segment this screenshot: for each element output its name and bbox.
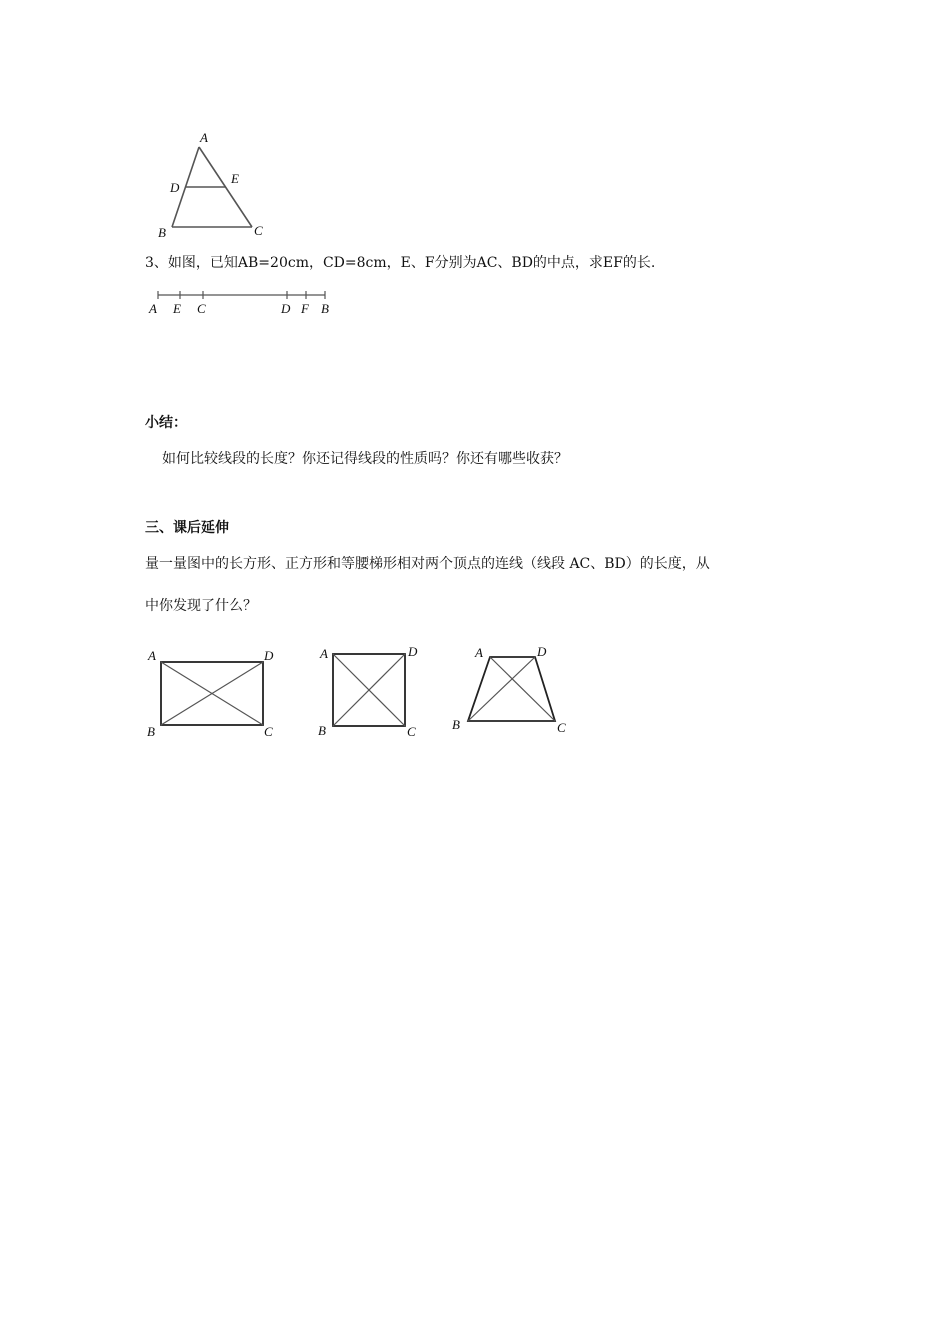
segment-label-f: F [301, 301, 309, 316]
square-label-d: D [408, 644, 418, 659]
rectangle-label-b: B [147, 724, 155, 739]
segment-label-b: B [321, 301, 329, 316]
triangle-label-e: E [231, 171, 239, 186]
triangle-figure [150, 125, 280, 245]
extension-text-line-2: 中你发现了什么？ [145, 598, 257, 614]
square-label-a: A [320, 646, 328, 661]
rectangle-label-c: C [264, 724, 273, 739]
square-figure [310, 640, 430, 745]
trapezoid-label-d: D [537, 644, 547, 659]
segment-label-c: C [197, 301, 206, 316]
trapezoid-outline [468, 657, 555, 721]
segment-label-a: A [149, 301, 157, 316]
square-label-c: C [407, 724, 416, 739]
rectangle-label-d: D [264, 648, 274, 663]
question-3-text: 3、如图，已知AB=20cm，CD=8cm，E、F分别为AC、BD的中点，求EF的长. [145, 255, 656, 271]
trapezoid-label-a: A [475, 645, 483, 660]
trapezoid-label-b: B [452, 717, 460, 732]
triangle-label-c: C [254, 223, 263, 238]
trapezoid-figure [445, 640, 585, 745]
section-title-extension: 三、课后延伸 [145, 520, 229, 536]
triangle-label-b: B [158, 225, 166, 240]
triangle-label-a: A [200, 130, 208, 145]
summary-text: 如何比较线段的长度？你还记得线段的性质吗？你还有哪些收获？ [162, 451, 568, 467]
segment-label-d: D [281, 301, 291, 316]
rectangle-label-a: A [148, 648, 156, 663]
segment-label-e: E [173, 301, 181, 316]
trapezoid-label-c: C [557, 720, 566, 735]
square-label-b: B [318, 723, 326, 738]
triangle-label-d: D [170, 180, 180, 195]
summary-title: 小结： [145, 415, 187, 431]
rectangle-figure [140, 640, 290, 745]
segment-figure [145, 288, 345, 320]
extension-text-line-1: 量一量图中的长方形、正方形和等腰梯形相对两个顶点的连线（线段 AC、BD）的长度，从 [145, 556, 710, 572]
